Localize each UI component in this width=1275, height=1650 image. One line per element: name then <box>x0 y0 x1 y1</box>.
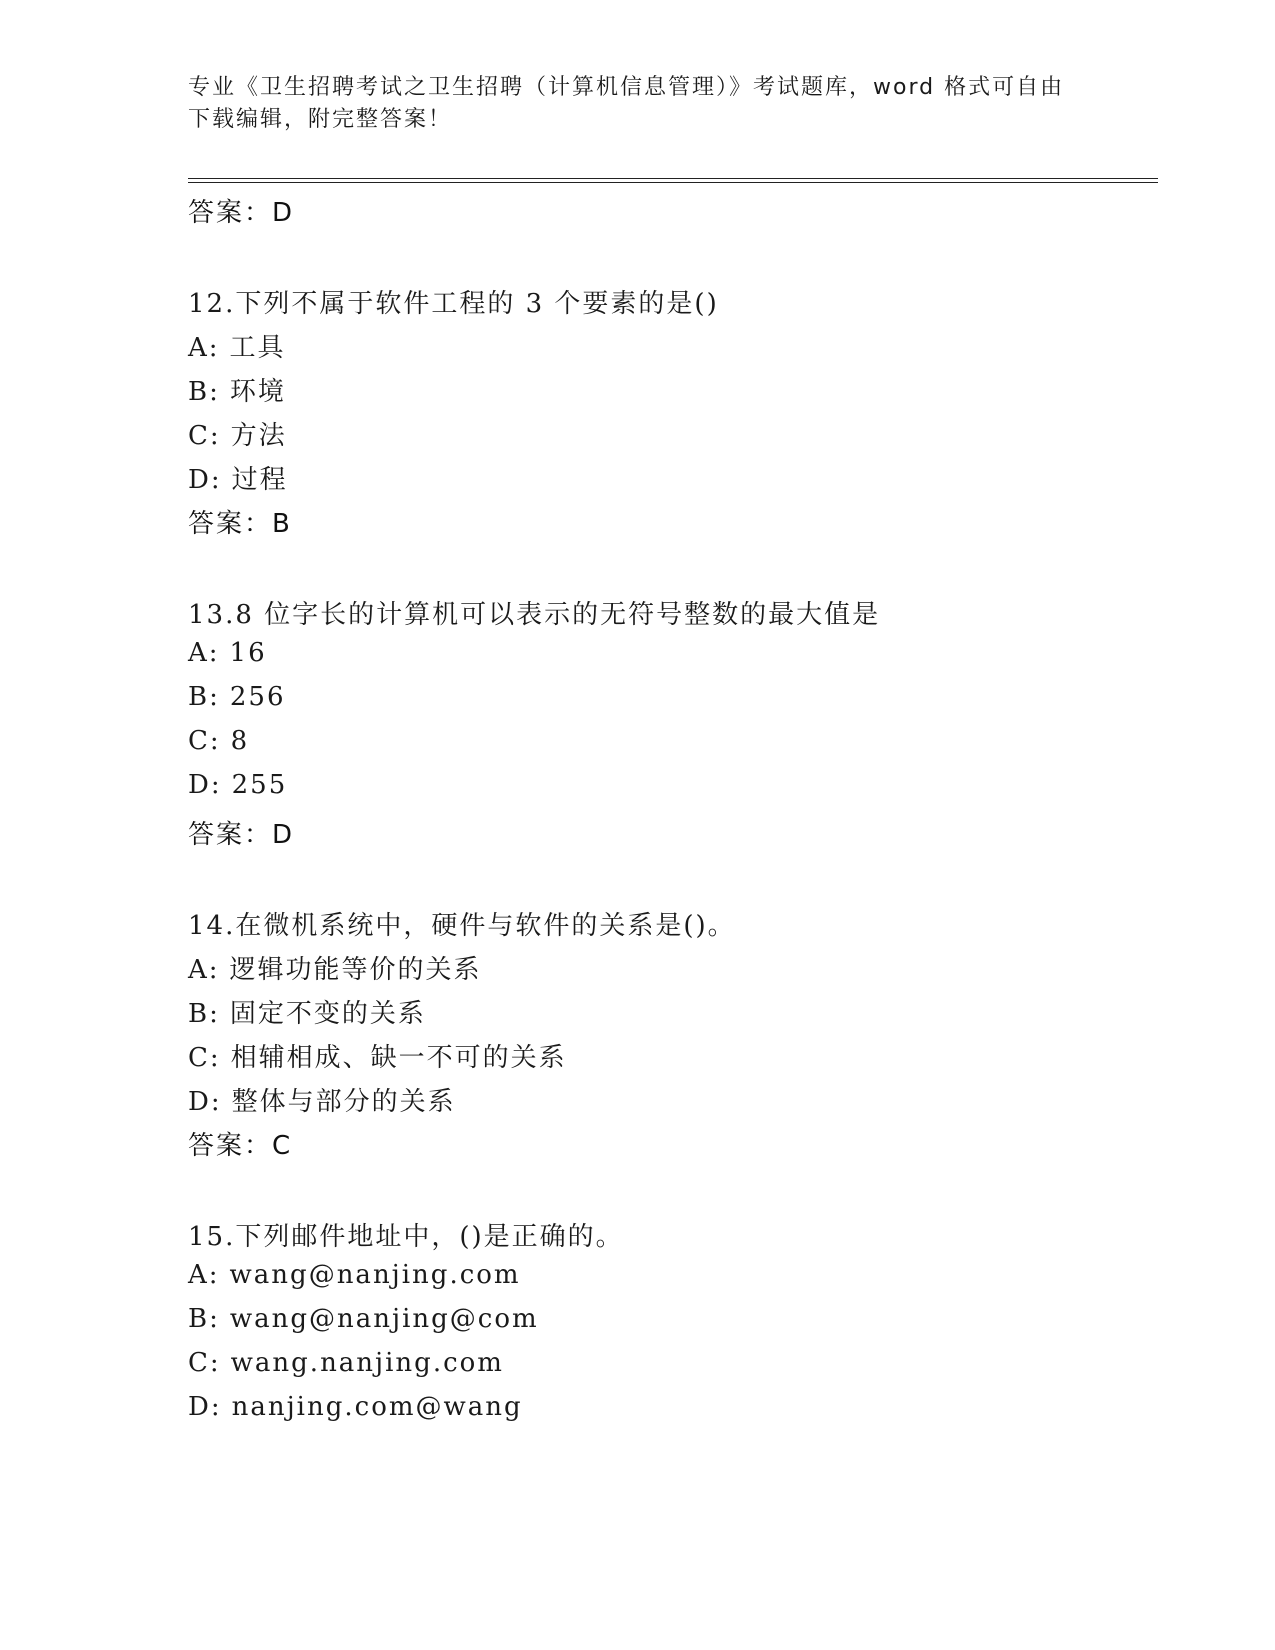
option-line <box>188 726 249 756</box>
option-line <box>188 1081 456 1118</box>
option-text: 过程 <box>231 465 288 495</box>
answer-line: 答案：D <box>188 198 295 228</box>
option-text: 256 <box>229 682 286 712</box>
option-label: C: <box>188 421 221 451</box>
question-stem: 15.下列邮件地址中，()是正确的。 <box>188 1222 624 1252</box>
option-line <box>188 949 482 986</box>
option-text: 255 <box>231 770 288 800</box>
option-text: 相辅相成、缺一不可的关系 <box>230 1043 567 1073</box>
option-text: 8 <box>230 726 250 756</box>
option-text: 固定不变的关系 <box>229 999 426 1029</box>
option-line <box>188 638 267 668</box>
option-label: C: <box>188 1043 221 1073</box>
option-label: B: <box>188 682 220 712</box>
question-stem: 12.下列不属于软件工程的 3 个要素的是() <box>188 289 719 319</box>
option-label: D: <box>188 1087 222 1117</box>
option-label: A: <box>188 955 220 985</box>
option-label: D: <box>188 1392 222 1422</box>
option-text: wang.nanjing.com <box>230 1348 504 1378</box>
header-divider <box>188 178 1158 183</box>
question-stem: 14.在微机系统中，硬件与软件的关系是()。 <box>188 911 736 941</box>
option-line <box>188 682 286 712</box>
option-line <box>188 1260 521 1290</box>
option-line <box>188 415 287 452</box>
option-text: wang@nanjing.com <box>229 1260 521 1290</box>
option-text: 逻辑功能等价的关系 <box>229 955 482 985</box>
option-line <box>188 371 286 408</box>
option-line <box>188 1037 567 1074</box>
option-text: wang@nanjing@com <box>229 1304 539 1334</box>
option-text: nanjing.com@wang <box>231 1392 523 1422</box>
option-line <box>188 1392 523 1422</box>
option-line <box>188 1304 539 1334</box>
option-line <box>188 327 286 364</box>
document-header: 专业《卫生招聘考试之卫生招聘（计算机信息管理）》考试题库，word 格式可自由下载编辑，附完整答案！ <box>188 75 1065 132</box>
option-label: D: <box>188 465 222 495</box>
option-label: A: <box>188 1260 220 1290</box>
option-label: B: <box>188 1304 220 1334</box>
option-text: 环境 <box>229 377 286 407</box>
answer-line: 答案：B <box>188 509 292 539</box>
option-line <box>188 459 288 496</box>
answer-line: 答案：C <box>188 1131 293 1161</box>
question-stem: 13.8 位字长的计算机可以表示的无符号整数的最大值是 <box>188 600 881 630</box>
option-text: 工具 <box>229 333 286 363</box>
option-line <box>188 1348 504 1378</box>
option-label: B: <box>188 377 220 407</box>
option-line <box>188 993 426 1030</box>
option-label: A: <box>188 638 220 668</box>
option-label: D: <box>188 770 222 800</box>
option-label: C: <box>188 1348 221 1378</box>
option-text: 整体与部分的关系 <box>231 1087 456 1117</box>
option-label: C: <box>188 726 221 756</box>
option-text: 16 <box>229 638 267 668</box>
option-label: B: <box>188 999 220 1029</box>
answer-line: 答案：D <box>188 820 295 850</box>
option-label: A: <box>188 333 220 363</box>
option-text: 方法 <box>230 421 287 451</box>
option-line <box>188 770 287 800</box>
